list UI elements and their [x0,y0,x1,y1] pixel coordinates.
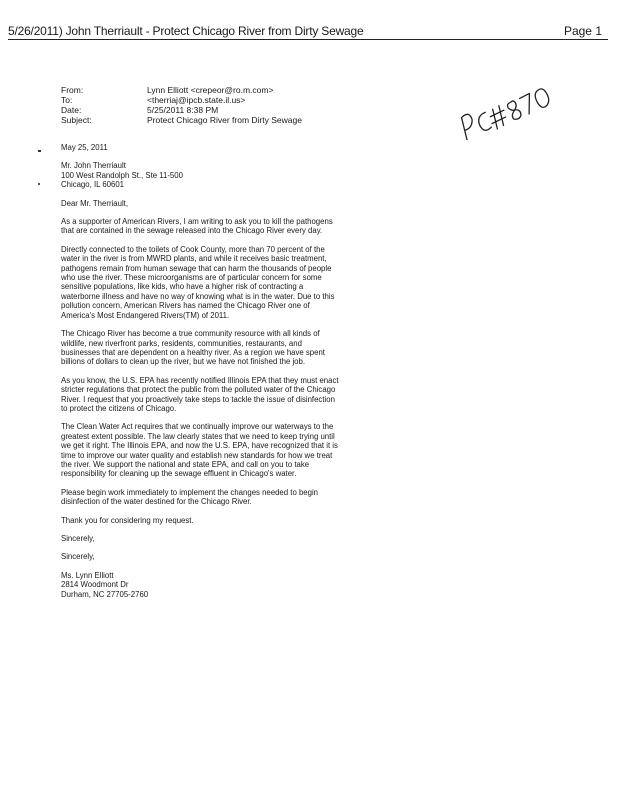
meta-date-row [61,105,302,115]
paragraph: Directly connected to the toilets of Cook County, more than 70 percent of the water in the river is from MWRD plants, and while it receives basic treatment, pathogens remain from human sewage that can harm the thousands of people who use the river. These microorganisms are of particular concern for some sensitive populations, like kids, who have a higher risk of contracting a waterborne illness and have no way of knowing what is in the water. Due to this pollution concern, American Rivers has named the Chicago River one of America's Most Endangered Rivers(TM) of 2011. [61,244,335,320]
handwritten-pc-number [452,70,562,140]
salutation: Dear Mr. Therriault, [61,198,129,208]
from-value: Lynn Elliott <crepeor@ro.m.com> [147,85,274,95]
meta-to-row [61,95,302,105]
signature-line: 2814 Woodmont Dr [61,580,129,590]
address-line: Mr. John Therriault [61,161,126,171]
closing: Sincerely, [61,534,95,543]
address-line: 100 West Randolph St., Ste 11-500 [61,170,183,180]
to-value: <therriaj@ipcb.state.il.us> [147,95,246,105]
email-meta [61,85,302,125]
paragraph: As a supporter of American Rivers, I am writing to ask you to kill the pathogens that are contained in the sewage released into the Chicago River every day. [61,217,333,236]
signature-line: Durham, NC 27705-2760 [61,589,149,599]
page-number: Page 1 [563,24,602,38]
header-title: 5/26/2011) John Therriault - Protect Chicago River from Dirty Sewage [8,24,364,38]
scan-artifact [38,183,40,185]
from-label: From: [61,85,84,95]
subject-label: Subject: [61,115,92,125]
scan-artifact [38,150,41,152]
recipient-address [61,161,341,189]
print-header [8,24,608,40]
date-label: Date: [61,105,82,115]
date-value: 5/25/2011 8:38 PM [147,105,219,115]
meta-subject-row [61,115,302,125]
to-label: To: [61,95,73,105]
header-rule [8,39,608,40]
handwritten-annotation [452,70,562,145]
signature-line: Ms. Lynn Elliott [61,570,114,580]
paragraph: Please begin work immediately to implement the changes needed to begin disinfection of the water destined for the Chicago River. [61,487,319,507]
meta-from-row [61,85,302,95]
letter-body [61,143,341,608]
paragraph: The Chicago River has become a true community resource with all kinds of wildlife, new riverfront parks, residents, communities, restaurants, and businesses that are dependent on a healthy river. As a region we have spent billions of dollars to clean up the river, but we have not finished the job. [61,329,325,367]
paragraph: The Clean Water Act requires that we continually improve our waterways to the greatest extent possible. The law clearly states that we need to keep trying until we get it right. The Illinois EPA, and now the U.S. EPA, have recognized that it is time to improve our water quality and establish new standards for how we treat the river. We support the national and state EPA, and call on you to take responsibility for cleaning up the sewage effluent in Chicago's water. [61,422,338,479]
closing: Sincerely, [61,552,95,562]
paragraph: As you know, the U.S. EPA has recently notified Illinois EPA that they must enact stricter regulations that protect the public from the polluted water of the Chicago River. I request that you proactively take steps to tackle the issue of disinfection to protect the citizens of Chicago. [61,375,339,413]
address-line: Chicago, IL 60601 [61,180,124,190]
paragraph: Thank you for considering my request. [61,515,194,525]
signature-block [61,571,341,599]
letter-date: May 25, 2011 [61,143,108,152]
subject-value: Protect Chicago River from Dirty Sewage [147,115,302,125]
